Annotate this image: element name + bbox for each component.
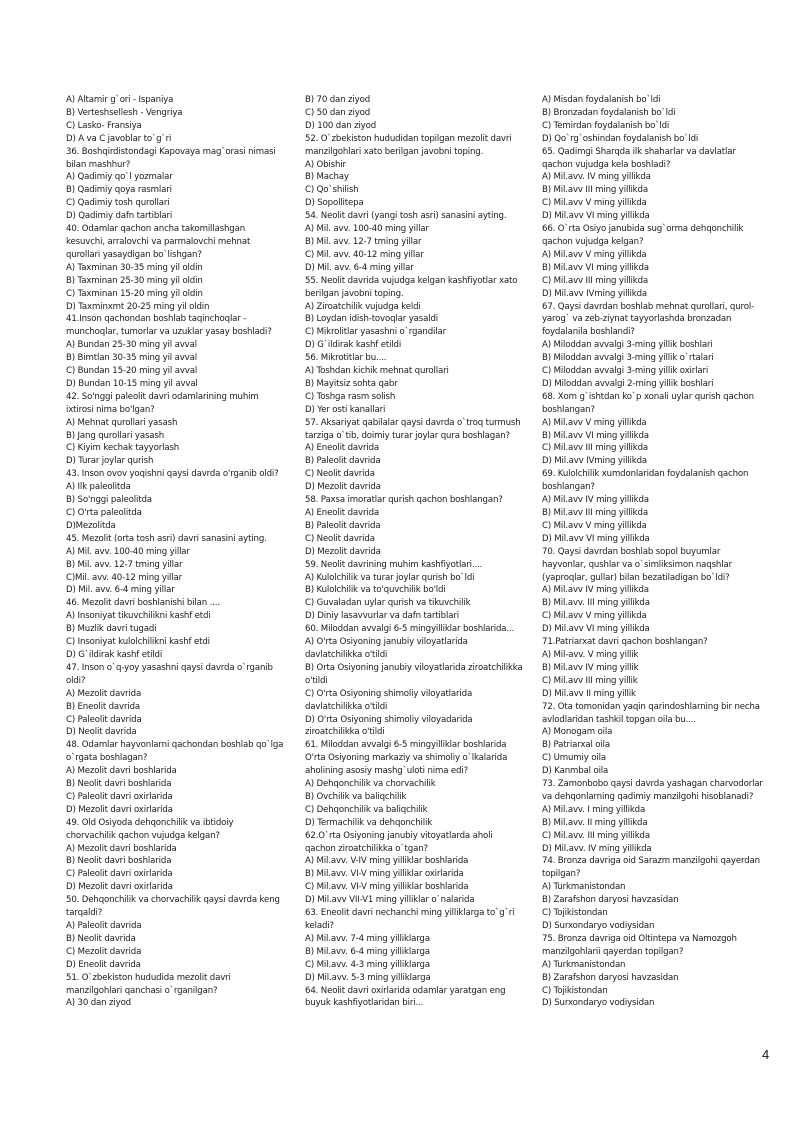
text-line: C) Umumiy oila xyxy=(542,753,606,764)
text-line: D) Bundan 10-15 ming yil avval xyxy=(66,378,198,389)
text-line: B) Muzlik davri tugadi xyxy=(66,624,157,635)
text-line: D) Mezolit davrida xyxy=(305,546,381,557)
text-line: A) Ilk paleolitda xyxy=(66,482,131,493)
text-line: B) Verteshsellesh - Vengriya xyxy=(66,107,183,118)
text-line: qachon vujudga kela boshladi? xyxy=(542,159,671,170)
text-line: A) Mil. avv. 100-40 ming yillar xyxy=(305,224,429,235)
text-line: qurollari yasaydigan bo`lishgan? xyxy=(66,249,202,260)
text-line: bilan mashhur? xyxy=(66,159,131,170)
text-line: yarog` va zeb-ziynat tayyorlashda bronzadan xyxy=(542,314,732,325)
text-line: 43. Inson ovov yoqishni qaysi davrda o'rganib oldi? xyxy=(66,469,279,480)
text-line: C)Mil. avv. 40-12 ming yillar xyxy=(66,572,183,583)
text-line: C) Lasko- Fransiya xyxy=(66,120,142,131)
text-line: D) Mil.avv IVming yillikda xyxy=(542,456,648,467)
text-line: D) Mil.avv VI ming yillikda xyxy=(542,533,650,544)
text-line: B) Mayitsiz sohta qabr xyxy=(305,378,398,389)
text-line: C) Guvaladan uylar qurish va tikuvchilik xyxy=(305,598,471,609)
text-line: A) Bundan 25-30 ming yil avval xyxy=(66,340,197,351)
text-line: O'rta Osiyoning markaziy va shimoliy o`lkalarida xyxy=(305,753,508,764)
text-line: A) Taxminan 30-35 ming yil oldin xyxy=(66,262,203,273)
text-line: A) Paleolit davrida xyxy=(66,921,142,931)
text-line: A) Mil.avv IV ming yillikda xyxy=(542,495,649,506)
text-line: D) Diniy lasavvurlar va dafn tartiblari xyxy=(305,611,459,622)
text-line: C) Toshga rasm solish xyxy=(305,391,396,402)
text-line: A) Mil.avv. IV ming yillikda xyxy=(542,172,651,183)
text-line: A) Mezolit davri boshlarida xyxy=(66,766,177,777)
text-line: A) Mil.avv IV ming yillikda xyxy=(542,585,649,596)
text-line: B) Taxminan 25-30 ming yil oldin xyxy=(66,275,203,286)
text-line: C) Mil. avv. 40-12 ming yillar xyxy=(305,249,424,260)
text-line: C) Mil.avv V ming yillikda xyxy=(542,198,647,209)
text-line: B) Mil.avv III ming yillikda xyxy=(542,185,648,196)
text-line: 58. Paxsa imoratlar qurish qachon boshlangan? xyxy=(305,495,503,506)
text-line: B) Mil.avv IV ming yillik xyxy=(542,662,639,673)
text-line: keladi? xyxy=(305,921,334,931)
text-line: B) Miloddan avvalgi 3-ming yillik o`rtalari xyxy=(542,353,714,364)
text-line: B) Neolit davri boshlarida xyxy=(66,856,172,867)
text-line: B) Paleolit davrida xyxy=(305,456,381,467)
text-line: B) Loydan idish-tovoqlar yasaldi xyxy=(305,314,438,325)
text-line: 65. Qadimgi Sharqda ilk shaharlar va davlatlar xyxy=(542,146,736,157)
text-line: davlatchilikka o'tildi xyxy=(305,701,388,712)
text-line: D) Mezolit davri oxirlarida xyxy=(66,804,173,815)
text-line: C) Qadimiy tosh qurollari xyxy=(66,198,170,209)
text-line: A) Qadimiy qo`l yozmalar xyxy=(66,172,173,183)
text-line: tarqaldi? xyxy=(66,908,103,919)
text-line: 73. Zamonbobo qaysi davrda yashagan charvodorlar xyxy=(542,779,763,790)
text-line: B) Zarafshon daryosi havzasidan xyxy=(542,972,679,983)
text-line: C) 50 dan ziyod xyxy=(305,107,371,118)
text-line: 42. So'nggi paleolit davri odamlarining muhim xyxy=(66,391,259,402)
text-line: D) G`ildirak kashf etildi xyxy=(305,340,402,351)
text-line: aholining asosiy mashg`uloti nima edi? xyxy=(305,766,468,777)
text-line: 75. Bronza davriga oid Oltintepa va Namozgoh xyxy=(542,933,737,944)
text-line: 45. Mezolit (orta tosh asri) davri sanasini ayting. xyxy=(66,533,267,544)
text-line: C) Mil.avv V ming yillikda xyxy=(542,520,647,531)
text-line: B) So'nggi paleolitda xyxy=(66,495,152,506)
text-line: C) Mil.avv. III ming yillikda xyxy=(542,830,650,841)
text-line: 40. Odamlar qachon ancha takomillashgan xyxy=(66,224,245,235)
text-line: 72. Ota tomonidan yaqin qarindoshlarning bir necha xyxy=(542,701,760,712)
text-line: C) Mezolit davrida xyxy=(66,946,142,957)
text-line: D) Mezolit davrida xyxy=(305,482,381,493)
text-line: D) Mil.avv VI ming yillikda xyxy=(542,211,650,222)
text-line: D) Qadimiy dafn tartiblari xyxy=(66,211,173,222)
text-line: A) Eneolit davrida xyxy=(305,443,380,454)
text-line: B) Patriarxal oila xyxy=(542,740,610,751)
text-column-right xyxy=(542,94,774,1010)
text-line: B) Zarafshon daryosi havzasidan xyxy=(542,895,679,906)
text-line: D) Eneolit davrida xyxy=(66,959,141,970)
text-line: B) Mil. avv. 12-7 tming yillar xyxy=(66,559,183,570)
text-line: C) Tojikistondan xyxy=(542,908,608,919)
text-line: C) Dehqonchilik va baliqchilik xyxy=(305,804,428,815)
text-line: C) Kiyim kechak tayyorlash xyxy=(66,443,180,454)
text-line: munchoqlar, tumorlar va uzuklar yasay boshladi? xyxy=(66,327,272,338)
text-column-middle xyxy=(305,94,537,1010)
text-line: B) Mil.avv. VI-V ming yilliklar oxirlarida xyxy=(305,869,464,880)
text-line: D) Termachilik va dehqonchilik xyxy=(305,817,433,828)
text-line: D) Yer osti kanallari xyxy=(305,404,386,415)
text-line: C) Qo`shilish xyxy=(305,185,359,196)
text-line: 68. Xom g`ishtdan ko`p xonali uylar qurish qachon xyxy=(542,391,754,402)
text-line: 67. Qaysi davrdan boshlab mehnat qurollari, qurol- xyxy=(542,301,755,312)
text-line: C) Mil.avv III ming yillikda xyxy=(542,275,649,286)
text-line: B) Orta Osiyoning janubiy viloyatlarida ziroatchilikka xyxy=(305,662,523,673)
text-line: A) Mil.avv V ming yillikda xyxy=(542,249,647,260)
text-line: 50. Dehqonchilik va chorvachilik qaysi davrda keng xyxy=(66,895,280,906)
text-line: D) Mil. avv. 6-4 ming yillar xyxy=(66,585,175,596)
text-line: C) Mil.avv. 4-3 ming yilliklarga xyxy=(305,959,430,970)
text-line: D) Sopollitepa xyxy=(305,198,364,209)
text-line: 51. O`zbekiston hududida mezolit davri xyxy=(66,972,231,983)
text-line: 63. Eneolit davri nechanchi ming yilliklarga to`g`ri xyxy=(305,908,515,919)
text-line: B) Machay xyxy=(305,172,349,183)
text-column-left xyxy=(66,94,298,1010)
text-line: D) G`ildirak kashf etildi xyxy=(66,649,163,660)
text-line: 61. Miloddan avvalgi 6-5 mingyilliklar boshlarida xyxy=(305,740,507,751)
text-line: 46. Mezolit davri boshlanishi bilan .... xyxy=(66,598,220,609)
text-line: (yaproqlar, gullar) bilan bezatiladigan bo`ldi? xyxy=(542,572,730,583)
text-line: A) Obishir xyxy=(305,159,346,170)
text-line: oldi? xyxy=(66,675,86,686)
text-line: 62.O`rta Osiyoning janubiy vitoyatlarda aholi xyxy=(305,830,493,841)
text-line: 48. Odamlar hayvonlarni qachondan boshlab qo`lga xyxy=(66,740,284,751)
text-line: B) Paleolit davrida xyxy=(305,520,381,531)
text-line: A) Mil.avv. 7-4 ming yilliklarga xyxy=(305,933,430,944)
text-line: B) Jang qurollari yasash xyxy=(66,430,165,441)
text-line: B) Mil.avv. 6-4 ming yilliklarga xyxy=(305,946,430,957)
text-line: D) Surxondaryo vodiysidan xyxy=(542,921,655,931)
text-line: A) Mezolit davri boshlarida xyxy=(66,843,177,854)
text-line: D) Mil.avv. 5-3 ming yilliklarga xyxy=(305,972,431,983)
text-line: C) Taxminan 15-20 ming yil oldin xyxy=(66,288,203,299)
text-line: A) Ziroatchilik vujudga keldi xyxy=(305,301,421,312)
text-line: D)Mezolitda xyxy=(66,520,116,531)
text-line: B) Mil.avv VI ming yillikda xyxy=(542,430,649,441)
text-line: A) Mezolit davrida xyxy=(66,688,142,699)
text-line: ixtirosi nima bo'lgan? xyxy=(66,404,155,415)
text-line: A) O'rta Osiyoning janubiy viloyatlarida xyxy=(305,637,468,648)
text-line: A) Dehqonchilik va chorvachilik xyxy=(305,779,436,790)
text-line: D) Neolit davrida xyxy=(66,727,137,738)
text-line: 41.Inson qachondan boshlab taqinchoqlar - xyxy=(66,314,247,325)
text-line: D) Surxondaryo vodiysidan xyxy=(542,998,655,1009)
text-line: B) Bronzadan foydalanish bo`ldi xyxy=(542,107,676,118)
text-line: B) Mil.avv VI ming yillikda xyxy=(542,262,649,273)
text-line: B) Mil. avv. 12-7 tming yillar xyxy=(305,236,422,247)
text-line: B) Qadimiy qoya rasmlari xyxy=(66,185,172,196)
text-line: A) Misdan foydalanish bo`ldi xyxy=(542,95,661,105)
text-line: B) Mil.avv III ming yillikda xyxy=(542,508,648,518)
text-line: C) Bundan 15-20 ming yil avval xyxy=(66,366,198,377)
text-line: qachon vujudga kelgan? xyxy=(542,236,644,247)
text-line: D) Mezolit davri oxirlarida xyxy=(66,882,173,893)
text-line: va dehqonlarning qadimiy manzilgohi hisoblanadi? xyxy=(542,791,754,802)
text-line: A) Eneolit davrida xyxy=(305,508,380,518)
text-line: boshlangan? xyxy=(542,482,595,493)
text-line: manzilgohlari qanchasi o`rganilgan? xyxy=(66,985,218,996)
text-line: D) Mil.avv II ming yillik xyxy=(542,688,636,699)
text-line: B) Mil.avv. II ming yillikda xyxy=(542,817,648,828)
text-line: B) Neolit davri boshlarida xyxy=(66,779,172,790)
text-line: B) Ovchilik va baliqchilik xyxy=(305,791,407,802)
text-line: 49. Old Osiyoda dehqonchilik va ibtidoiy xyxy=(66,817,234,828)
text-line: A) Mil.avv V ming yillikda xyxy=(542,417,647,428)
text-line: C) Mikrolitlar yasashni o`rgandilar xyxy=(305,327,446,338)
text-line: buyuk kashfiyotlaridan biri... xyxy=(305,998,424,1009)
text-line: D) Kanmbal oila xyxy=(542,766,609,777)
text-line: C) Temirdan foydalanish bo`ldi xyxy=(542,120,670,131)
text-line: 71.Patriarxat davri qachon boshlangan? xyxy=(542,637,708,648)
text-line: o'tildi xyxy=(305,675,328,686)
text-line: A) Mil. avv. 100-40 ming yillar xyxy=(66,546,190,557)
text-line: o`rgata boshlagan? xyxy=(66,753,148,764)
text-line: D) Turar joylar qurish xyxy=(66,456,154,467)
text-line: 70. Qaysi davrdan boshlab sopol buyumlar xyxy=(542,546,721,557)
text-line: hayvonlar, qushlar va o`simliksimon naqshlar xyxy=(542,559,732,570)
text-line: A) Insoniyat tikuvchilikni kashf etdi xyxy=(66,611,211,622)
text-line: tarziga o`tib, doimiy turar joylar qura boshlagan? xyxy=(305,430,510,441)
text-line: C) Mil.avv III ming yillik xyxy=(542,675,638,686)
text-line: A) Turkmanistondan xyxy=(542,882,626,893)
text-line: manzilgohlari xato berilgan javobni toping. xyxy=(305,146,484,157)
text-line: 55. Neolit davrida vujudga kelgan kashfiyotlar xato xyxy=(305,275,518,286)
text-line: D) Taxminxmt 20-25 ming yil oldin xyxy=(66,301,210,312)
text-line: D) Qo`rg`oshindan foydalanish bo`ldi xyxy=(542,133,699,144)
text-line: B) Neolit davrida xyxy=(66,933,136,944)
text-line: D) 100 dan ziyod xyxy=(305,120,377,131)
text-line: C) Neolit davrida xyxy=(305,533,375,544)
text-line: D) Mil.avv VII-V1 ming yilliklar o`nalarida xyxy=(305,895,475,906)
text-line: D) Mil.avv IVming yillikda xyxy=(542,288,648,299)
text-line: chorvachilik qachon vujudga kelgan? xyxy=(66,830,220,841)
text-line: A) Miloddan avvalgi 3-ming yillik boshlari xyxy=(542,340,713,351)
text-line: qachon ziroatchilikka o`tgan? xyxy=(305,843,428,854)
text-line: D) Mil. avv. 6-4 ming yillar xyxy=(305,262,414,273)
text-line: A) 30 dan ziyod xyxy=(66,998,131,1009)
text-line: D) Mil.avv VI ming yillikda xyxy=(542,624,650,635)
text-line: foydalanila boshlandi? xyxy=(542,327,635,338)
text-line: B) Bimtlan 30-35 ming yil avval xyxy=(66,353,197,364)
text-line: C) Miloddan avvalgi 3-ming yillik oxirlari xyxy=(542,366,709,377)
text-line: B) Kulolchilik va to'quvchilik bo'ldi xyxy=(305,585,446,596)
text-line: 66. O`rta Osiyo janubida sug`orma dehqonchilik xyxy=(542,224,744,235)
text-line: C) Paleolit davri oxirlarida xyxy=(66,791,173,802)
text-line: 47. Inson o`q-yoy yasashni qaysi davrda o`rganib xyxy=(66,662,273,673)
text-line: A) Turkmanistondan xyxy=(542,959,626,970)
text-line: kesuvchi, arralovchi va parmalovchi mehnat xyxy=(66,236,251,247)
text-line: 54. Neolit davri (yangi tosh asri) sanasini ayting. xyxy=(305,211,507,222)
text-line: C) Tojikistondan xyxy=(542,985,608,996)
text-line: A) Kulolchilik va turar joylar qurish bo`ldi xyxy=(305,572,475,583)
text-line: 57. Aksariyat qabilalar qaysi davrda o`troq turmush xyxy=(305,417,521,428)
text-line: B) Mil.avv. III ming yillikda xyxy=(542,598,650,609)
text-line: B) 70 dan ziyod xyxy=(305,95,370,105)
text-line: A) Mehnat qurollari yasash xyxy=(66,417,178,428)
text-line: A) Toshdan kichik mehnat qurollari xyxy=(305,366,449,377)
text-line: C) Paleolit davri oxirlarida xyxy=(66,869,173,880)
text-line: manzilgohlarii qayerdan topilgan? xyxy=(542,946,684,957)
text-line: A) Monogam oila xyxy=(542,727,613,738)
text-line: D) A va C javoblar to`g`ri xyxy=(66,133,172,144)
text-line: A) Mil-avv. V ming yillik xyxy=(542,649,639,660)
text-line: 69. Kulolchilik xumdonlaridan foydalanish qachon xyxy=(542,469,749,480)
text-line: B) Eneolit davrida xyxy=(66,701,141,712)
text-line: berilgan javobni toping. xyxy=(305,288,404,299)
text-line: topilgan? xyxy=(542,869,581,880)
text-line: D) Mil.avv. IV ming yillikda xyxy=(542,843,652,854)
text-line: 52. O`zbekiston hududidan topilgan mezolit davri xyxy=(305,133,512,144)
text-line: C) O'rta paleolitda xyxy=(66,508,142,518)
text-line: 74. Bronza davriga oid Sarazm manzilgohi qayerdan xyxy=(542,856,760,867)
text-line: C) Mil.avv V ming yillikda xyxy=(542,611,647,622)
text-line: A) Mil.avv. I ming yillikda xyxy=(542,804,646,815)
text-line: 59. Neolit davrining muhim kashfiyotlari.... xyxy=(305,559,483,570)
text-line: 60. Miloddan avvalgi 6-5 mingyilliklar boshlarida... xyxy=(305,624,515,635)
page-number: 4 xyxy=(762,1047,770,1062)
text-line: avlodlaridan tashkil topgan oila bu.... xyxy=(542,714,696,725)
text-line: A) Altamir g`ori - Ispaniya xyxy=(66,95,174,105)
text-line: C) Paleolit davrida xyxy=(66,714,142,725)
text-line: 56. Mikrotitlar bu.... xyxy=(305,353,387,364)
text-line: C) Insoniyat kulolchilikni kashf etdi xyxy=(66,637,210,648)
text-line: C) Mil.avv III ming yillikda xyxy=(542,443,649,454)
text-line: D) Miloddan avvalgi 2-ming yillik boshlari xyxy=(542,378,714,389)
text-line: C) Mil.avv. VI-V ming yilliklar boshlarida xyxy=(305,882,469,893)
text-line: A) Mil.avv. V-IV ming yilliklar boshlarida xyxy=(305,856,469,867)
text-line: D) O'rta Osiyoning shimoliy viloyadarida xyxy=(305,714,473,725)
text-line: C) Neolit davrida xyxy=(305,469,375,480)
text-line: 64. Neolit davri oxirlarida odamlar yaratgan eng xyxy=(305,985,506,996)
text-line: davlatchilikka o'tildi xyxy=(305,649,388,660)
text-line: 36. Boshqirdistondagi Kapovaya mag`orasi nimasi xyxy=(66,146,276,157)
text-line: C) O'rta Osiyoning shimoliy viloyatlarida xyxy=(305,688,473,699)
text-line: ziroatchilikka o'tildi xyxy=(305,727,385,738)
text-line: boshlangan? xyxy=(542,404,595,415)
